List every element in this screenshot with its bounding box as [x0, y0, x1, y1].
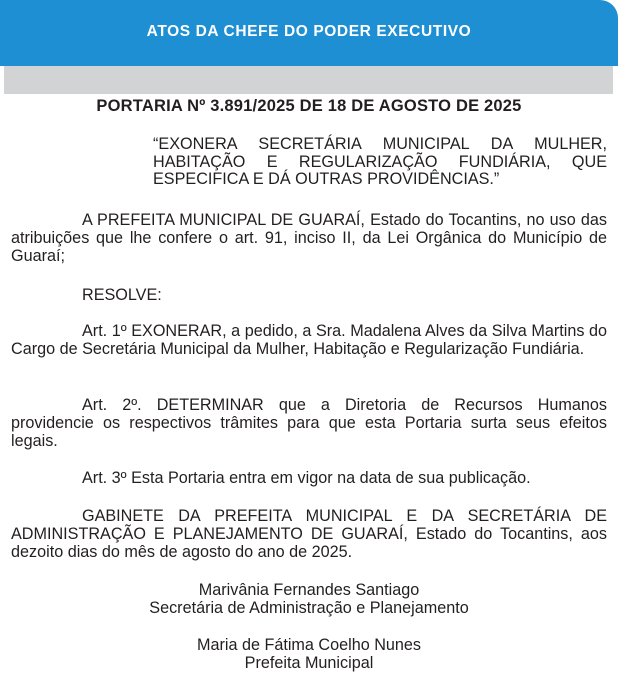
signature-name: Marivânia Fernandes Santiago — [198, 581, 420, 599]
signature-block — [0, 581, 618, 617]
signature-role: Prefeita Municipal — [244, 654, 374, 672]
closing-paragraph: GABINETE DA PREFEITA MUNICIPAL E DA SECRETÁRIA DE ADMINISTRAÇÃO E PLANEJAMENTO DE GUARAÍ, Estado do Tocantins, aos dezoito dias do mês de agosto do ano de 2025. — [11, 507, 607, 561]
document-title: PORTARIA Nº 3.891/2025 DE 18 DE AGOSTO DE 2025 — [96, 97, 522, 115]
article-2: Art. 2º. DETERMINAR que a Diretoria de Recursos Humanos providencie os respectivos trâmites para que esta Portaria surta seus efeitos legais. — [11, 396, 607, 450]
document-ementa: “EXONERA SECRETÁRIA MUNICIPAL DA MULHER, HABITAÇÃO E REGULARIZAÇÃO FUNDIÁRIA, QUE ESPECIFICA E DÁ OUTRAS PROVIDÊNCIAS.” — [153, 135, 607, 188]
article-3: Art. 3º Esta Portaria entra em vigor na data de sua publicação. — [82, 469, 531, 487]
resolve-paragraph: RESOLVE: — [82, 286, 162, 304]
section-header — [0, 0, 618, 94]
signature-block — [0, 636, 618, 672]
signature-name: Maria de Fátima Coelho Nunes — [196, 636, 422, 654]
preamble-paragraph: A PREFEITA MUNICIPAL DE GUARAÍ, Estado do Tocantins, no uso das atribuições que lhe confere o art. 91, inciso II, da Lei Orgânica do Município de Guaraí; — [11, 211, 607, 265]
section-title: ATOS DA CHEFE DO PODER EXECUTIVO — [146, 23, 472, 40]
signature-role: Secretária de Administração e Planejamento — [149, 599, 469, 617]
article-1: Art. 1º EXONERAR, a pedido, a Sra. Madalena Alves da Silva Martins do Cargo de Secretária Municipal da Mulher, Habitação e Regularização Fundiária. — [11, 322, 607, 358]
